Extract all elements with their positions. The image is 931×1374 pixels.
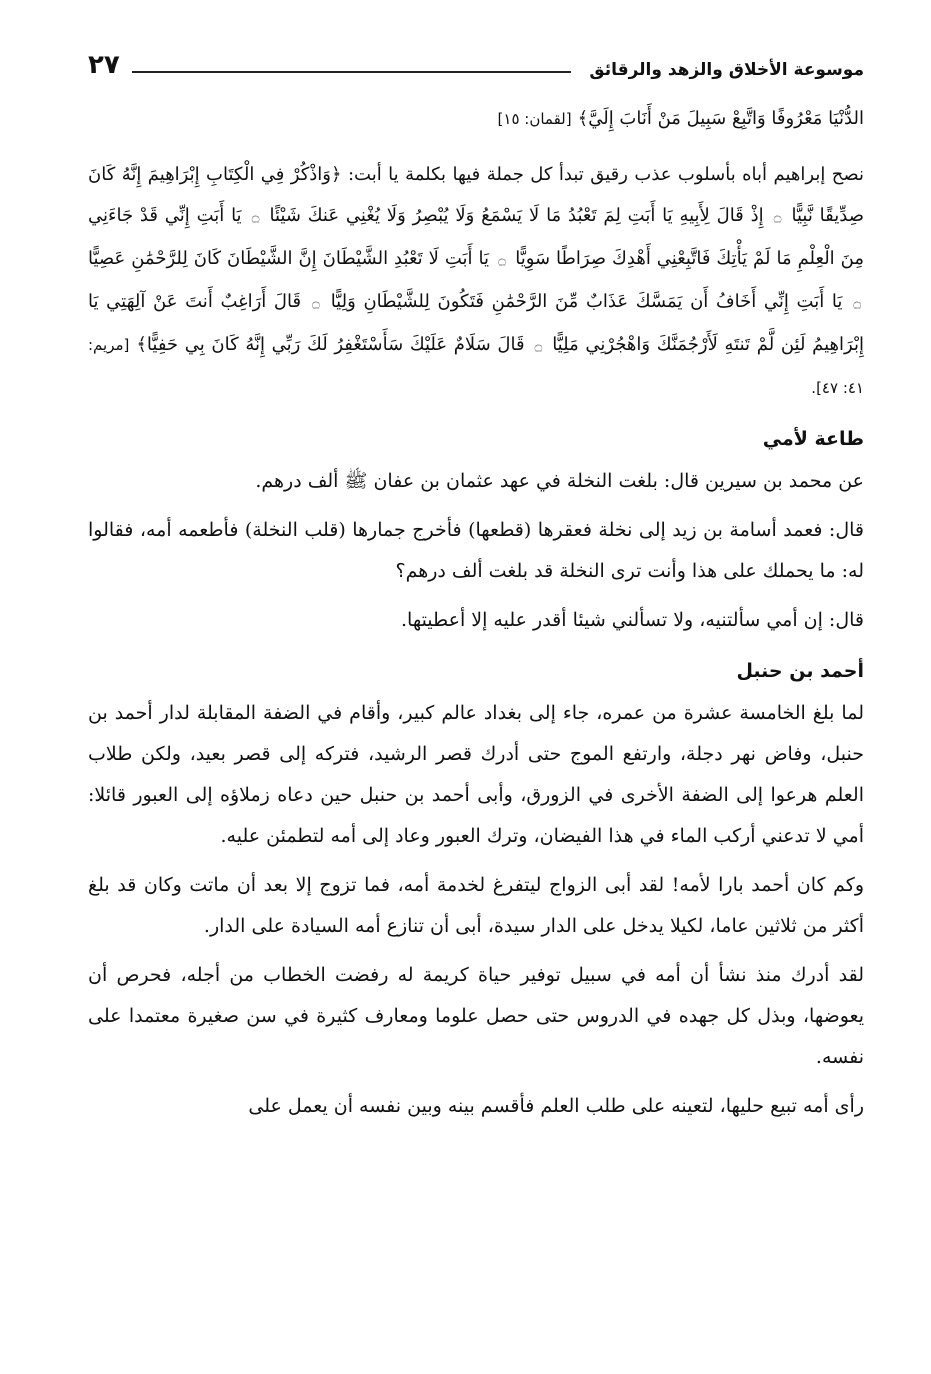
verse-4: يَا أَبَتِ إِنِّي أَخَافُ أَن يَمَسَّكَ عَذَابٌ مِّنَ الرَّحْمَٰنِ فَتَكُونَ لِلشَّيْطَانِ وَلِيًّا: [330, 291, 843, 312]
section-heading: أحمد بن حنبل: [736, 660, 864, 682]
verse-separator-icon: ۝: [251, 210, 260, 225]
verse-1: إِذْ قَالَ لِأَبِيهِ يَا أَبَتِ لِمَ تَعْبُدُ مَا لَا يَسْمَعُ وَلَا يُبْصِرُ وَلَا يُغْنِي عَنكَ شَيْئًا: [269, 205, 764, 226]
header-rule: [132, 71, 572, 73]
section-heading: طاعة لأمي: [762, 428, 864, 450]
paragraph: قال: فعمد أسامة بن زيد إلى نخلة فعقرها (قطعها) فأخرج جمارها (قلب النخلة) فأطعمه أمه، فقالوا له: ما يحملك على هذا وأنت ترى النخلة قد بلغت ألف درهم؟: [88, 519, 864, 582]
paragraph: وكم كان أحمد بارا لأمه! لقد أبى الزواج ليتفرغ لخدمة أمه، فما تزوج إلا بعد أن ماتت وكان قد بلغ أكثر من ثلاثين عاما، لكيلا يدخل على الدار سيدة، أبى أن تنازع أمه السيادة على الدار.: [88, 874, 864, 937]
quran-text: الدُّنْيَا مَعْرُوفًا وَاتَّبِعْ سَبِيلَ مَنْ أَنَابَ إِلَيَّ﴾: [577, 108, 864, 129]
ibrahim-paragraph: [88, 154, 864, 409]
intro-text: نصح إبراهيم أباه بأسلوب عذب رقيق تبدأ كل جملة فيها بكلمة يا أبت: ﴿وَاذْكُرْ فِي الْكِتَابِ إِبْرَاهِيمَ إِنَّهُ كَانَ صِدِّيقًا نَّبِيًّا: [88, 164, 865, 226]
verse-3: يَا أَبَتِ لَا تَعْبُدِ الشَّيْطَانَ إِنَّ الشَّيْطَانَ كَانَ لِلرَّحْمَٰنِ عَصِيًّا: [88, 248, 489, 269]
book-page: [88, 40, 864, 1330]
page-header: [88, 40, 864, 80]
page-number: ٢٧: [88, 50, 120, 80]
verse-5: قَالَ أَرَاغِبٌ أَنتَ عَنْ آلِهَتِي يَا إِبْرَاهِيمُ لَئِن لَّمْ تَنتَهِ لَأَرْجُمَنَّكَ وَاهْجُرْنِي مَلِيًّا: [88, 291, 864, 355]
citation: [لقمان: ١٥]: [497, 110, 572, 128]
paragraph: لقد أدرك منذ نشأ أن أمه في سبيل توفير حياة كريمة له رفضت الخطاب من أجله، فحرص أن يعوضها، وبذل كل جهده في الدروس حتى حصل علوما ومعارف كثيرة في سن صغيرة معتمدا على نفسه.: [88, 964, 864, 1068]
verse-separator-icon: ۝: [312, 296, 320, 311]
verse-6: قَالَ سَلَامٌ عَلَيْكَ سَأَسْتَغْفِرُ لَكَ رَبِّي إِنَّهُ كَانَ بِي حَفِيًّا﴾: [136, 334, 525, 355]
verse-2: يَا أَبَتِ إِنِّي قَدْ جَاءَنِي مِنَ الْعِلْمِ مَا لَمْ يَأْتِكَ فَاتَّبِعْنِي أَهْدِكَ صِرَاطًا سَوِيًّا: [88, 205, 864, 269]
verse-separator-icon: ۝: [773, 210, 782, 225]
paragraph: رأى أمه تبيع حليها، لتعينه على طلب العلم فأقسم بينه وبين نفسه أن يعمل على: [248, 1095, 864, 1117]
verse-separator-icon: ۝: [853, 296, 861, 311]
quran-continuation: [88, 98, 864, 140]
paragraph: قال: إن أمي سألتنيه، ولا تسألني شيئا أقدر عليه إلا أعطيتها.: [400, 609, 864, 631]
page-body: [88, 98, 864, 1127]
verse-separator-icon: ۝: [534, 339, 543, 354]
running-title: موسوعة الأخلاق والزهد والرقائق: [589, 60, 864, 80]
verse-separator-icon: ۝: [498, 253, 506, 268]
citation: [مريم: ٤١: ٤٧].: [88, 336, 864, 397]
paragraph: لما بلغ الخامسة عشرة من عمره، جاء إلى بغداد عالم كبير، وأقام في الضفة المقابلة لدار أحمد بن حنبل، وفاض نهر دجلة، وارتفع الموج حتى أدرك قصر الرشيد، فتركه إلى قصر بعيد، ولكن طلاب العلم هرعوا إلى الضفة الأخرى في الزورق، وأبى أحمد بن حنبل حين دعاه زملاؤه إلى العبور قائلا: أمي لا تدعني أركب الماء في هذا الفيضان، وترك العبور وعاد إلى أمه لتطمئن عليه.: [88, 702, 864, 847]
paragraph: عن محمد بن سيرين قال: بلغت النخلة في عهد عثمان بن عفان ﷺ ألف درهم.: [255, 470, 864, 492]
